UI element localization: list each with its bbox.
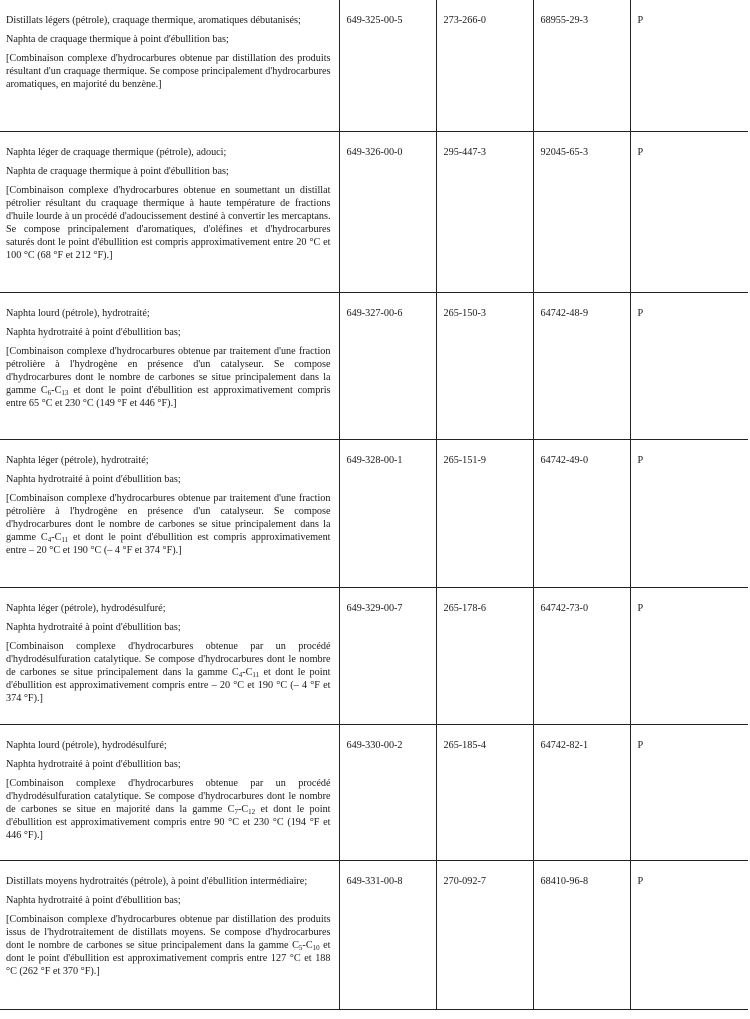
substance-description: [Combinaison complexe d'hydrocarbures obtenue par distillation des produits résultant d'un craquage thermique. Se compose principalement d'hydrocarbures aromatiques, en majorité du benzène.] [6, 53, 331, 90]
table-row [0, 724, 748, 860]
ec-number: 273-266-0 [436, 0, 533, 131]
note-code: P [637, 454, 644, 466]
table-row [0, 131, 748, 292]
substance-synonym: Naphta hydrotraité à point d'ébullition bas; [6, 326, 181, 338]
table-row [0, 292, 748, 439]
index-number: 649-325-00-5 [339, 0, 436, 131]
ec-number: 265-151-9 [436, 439, 533, 587]
index-number: 649-326-00-0 [339, 131, 436, 292]
substance-synonym: Naphta hydrotraité à point d'ébullition bas; [6, 621, 181, 633]
note-code: P [637, 739, 644, 751]
substance-description: [Combinaison complexe d'hydrocarbures obtenue par un procédé d'hydrodésulfuration catalytique. Se compose d'hydrocarbures dont le nombre de carbones se situe principalement dans la gamme $C_4-C_{11}$ et dont le point d'ébullition est approximativement compris entre – 20 °C et 190 °C (– 4 °F et 374 °F).] [6, 640, 331, 704]
table-row [0, 0, 748, 131]
substance-name-cell [0, 587, 339, 724]
cas-number: 64742-49-0 [533, 439, 630, 587]
substance-synonym: Naphta hydrotraité à point d'ébullition bas; [6, 758, 181, 770]
substance-synonym: Naphta de craquage thermique à point d'ébullition bas; [6, 34, 229, 45]
substance-description: [Combinaison complexe d'hydrocarbures obtenue en soumettant un distillat pétrolier résultant du craquage thermique à haute température de fractions d'huile lourde à un procédé d'adoucissement destiné à convertir les mercaptans. Se compose principalement d'aromatiques, d'oléfines et d'hydrocarbures saturés dont le point d'ébullition est compris approximativement entre 20 °C et 100 °C (68 °F et 212 °F).] [6, 184, 331, 261]
substance-name: Naphta lourd (pétrole), hydrodésulfuré; [6, 739, 167, 751]
ec-number: 265-185-4 [436, 724, 533, 860]
table-row [0, 587, 748, 724]
substance-synonym: Naphta hydrotraité à point d'ébullition bas; [6, 894, 181, 906]
substance-name-cell [0, 860, 339, 1009]
substance-description: [Combinaison complexe d'hydrocarbures obtenue par traitement d'une fraction pétrolière à l'hydrogène en présence d'un catalyseur. Se compose d'hydrocarbures dont le nombre de carbones se situe principalement dans la gamme $C_6-C_{13}$ et dont le point d'ébullition est approximativement compris entre 65 °C et 230 °C (149 °F et 446 °F).] [6, 345, 331, 409]
index-number: 649-327-00-6 [339, 292, 436, 439]
ec-number: 265-178-6 [436, 587, 533, 724]
substance-description: [Combinaison complexe d'hydrocarbures obtenue par un procédé d'hydrodésulfuration catalytique. Se compose d'hydrocarbures dont le nombre de carbones se situe en majorité dans la gamme $C_7-C_{12}$ et dont le point d'ébullition est approximativement compris entre 90 °C et 230 °C (194 °F et 446 °F).] [6, 777, 331, 841]
cas-number: 92045-65-3 [533, 131, 630, 292]
substance-description: [Combinaison complexe d'hydrocarbures obtenue par traitement d'une fraction pétrolière à l'hydrogène en présence d'un catalyseur. Se compose d'hydrocarbures dont le nombre de carbones se situe principalement dans la gamme $C_4-C_{11}$ et dont le point d'ébullition est compris approximativement entre – 20 °C et 190 °C (– 4 °F et 374 °F).] [6, 492, 331, 556]
substance-synonym: Naphta hydrotraité à point d'ébullition bas; [6, 473, 181, 485]
table-row [0, 439, 748, 587]
substance-name-cell [0, 724, 339, 860]
substance-name-cell [0, 292, 339, 439]
substance-synonym: Naphta de craquage thermique à point d'ébullition bas; [6, 165, 229, 177]
cas-number: 64742-48-9 [533, 292, 630, 439]
cas-number: 68410-96-8 [533, 860, 630, 1009]
substance-name-cell [0, 439, 339, 587]
note-code: P [637, 146, 644, 158]
cas-number: 68955-29-3 [533, 0, 630, 131]
substance-name: Naphta léger (pétrole), hydrotraité; [6, 454, 149, 466]
substance-name-cell [0, 131, 339, 292]
index-number: 649-329-00-7 [339, 587, 436, 724]
substance-name: Distillats moyens hydrotraités (pétrole), à point d'ébullition intermédiaire; [6, 875, 308, 887]
cas-number: 64742-82-1 [533, 724, 630, 860]
substance-description: [Combinaison complexe d'hydrocarbures obtenue par distillation des produits issus de l'hydrotraitement de distillats moyens. Se compose d'hydrocarbures dont le nombre de carbones se situe principalement dans la gamme $C_5-C_{10}$ et dont le point d'ébullition est approximativement compris entre 127 °C et 188 °C (262 °F et 370 °F).] [6, 913, 331, 977]
substance-name: Naphta léger de craquage thermique (pétrole), adouci; [6, 146, 227, 158]
cas-number: 64742-73-0 [533, 587, 630, 724]
note-code: P [637, 15, 644, 26]
ec-number: 270-092-7 [436, 860, 533, 1009]
ec-number: 295-447-3 [436, 131, 533, 292]
index-number: 649-330-00-2 [339, 724, 436, 860]
index-number: 649-328-00-1 [339, 439, 436, 587]
substance-name: Naphta lourd (pétrole), hydrotraité; [6, 307, 150, 319]
substance-name-cell [0, 0, 339, 131]
index-number: 649-331-00-8 [339, 860, 436, 1009]
ec-number: 265-150-3 [436, 292, 533, 439]
substance-name: Naphta léger (pétrole), hydrodésulfuré; [6, 602, 166, 614]
substance-name: Distillats légers (pétrole), craquage thermique, aromatiques débutanisés; [6, 15, 301, 26]
note-code: P [637, 875, 644, 887]
note-code: P [637, 602, 644, 614]
note-code: P [637, 307, 644, 319]
table-row [0, 860, 748, 1009]
